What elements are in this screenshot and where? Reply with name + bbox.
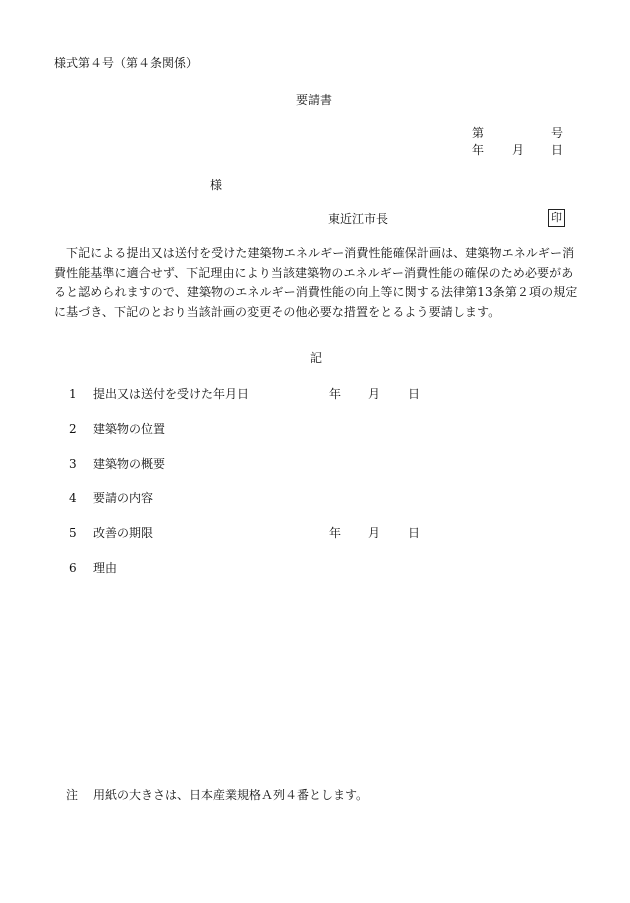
seal-mark: 印	[548, 209, 565, 227]
item-6-number: 6	[69, 561, 77, 575]
document-title: 要請書	[296, 93, 333, 107]
request-body-text: 下記による提出又は送付を受けた建築物エネルギー消費性能確保計画は、建築物エネルギー消費性能基準に適合せず、下記理由により当該建築物のエネルギー消費性能の確保のため必要があると認められますので、建築物のエネルギー消費性能の向上等に関する法律第13条第２項の規定に基づき、下記のとおり当該計画の変更その他必要な措置をとるよう要請します。	[54, 246, 578, 319]
item-3-number: 3	[69, 457, 77, 471]
item-2-label: 建築物の位置	[93, 422, 166, 436]
form-header: 様式第４号（第４条関係）	[54, 56, 199, 70]
item-3-label: 建築物の概要	[93, 457, 166, 471]
item-5-year: 年	[329, 526, 342, 540]
item-1-label: 提出又は送付を受けた年月日	[93, 387, 250, 401]
item-4-number: 4	[69, 491, 77, 505]
number-suffix: 号	[551, 126, 564, 140]
item-1-month: 月	[368, 387, 381, 401]
sender-name: 東近江市長	[328, 212, 389, 226]
item-5-label: 改善の期限	[93, 526, 154, 540]
number-prefix: 第	[472, 126, 485, 140]
ki-heading: 記	[310, 351, 323, 365]
item-5-number: 5	[69, 526, 77, 540]
note-label: 注	[66, 788, 79, 802]
addressee-suffix: 様	[210, 178, 223, 192]
note-text: 用紙の大きさは、日本産業規格Ａ列４番とします。	[93, 788, 369, 802]
date-year: 年	[472, 143, 485, 157]
date-day: 日	[551, 143, 564, 157]
item-1-day: 日	[408, 387, 421, 401]
item-5-day: 日	[408, 526, 421, 540]
date-month: 月	[512, 143, 525, 157]
item-6-label: 理由	[93, 561, 118, 575]
item-1-year: 年	[329, 387, 342, 401]
item-4-label: 要請の内容	[93, 491, 154, 505]
item-1-number: 1	[69, 387, 77, 401]
item-2-number: 2	[69, 422, 77, 436]
item-5-month: 月	[368, 526, 381, 540]
